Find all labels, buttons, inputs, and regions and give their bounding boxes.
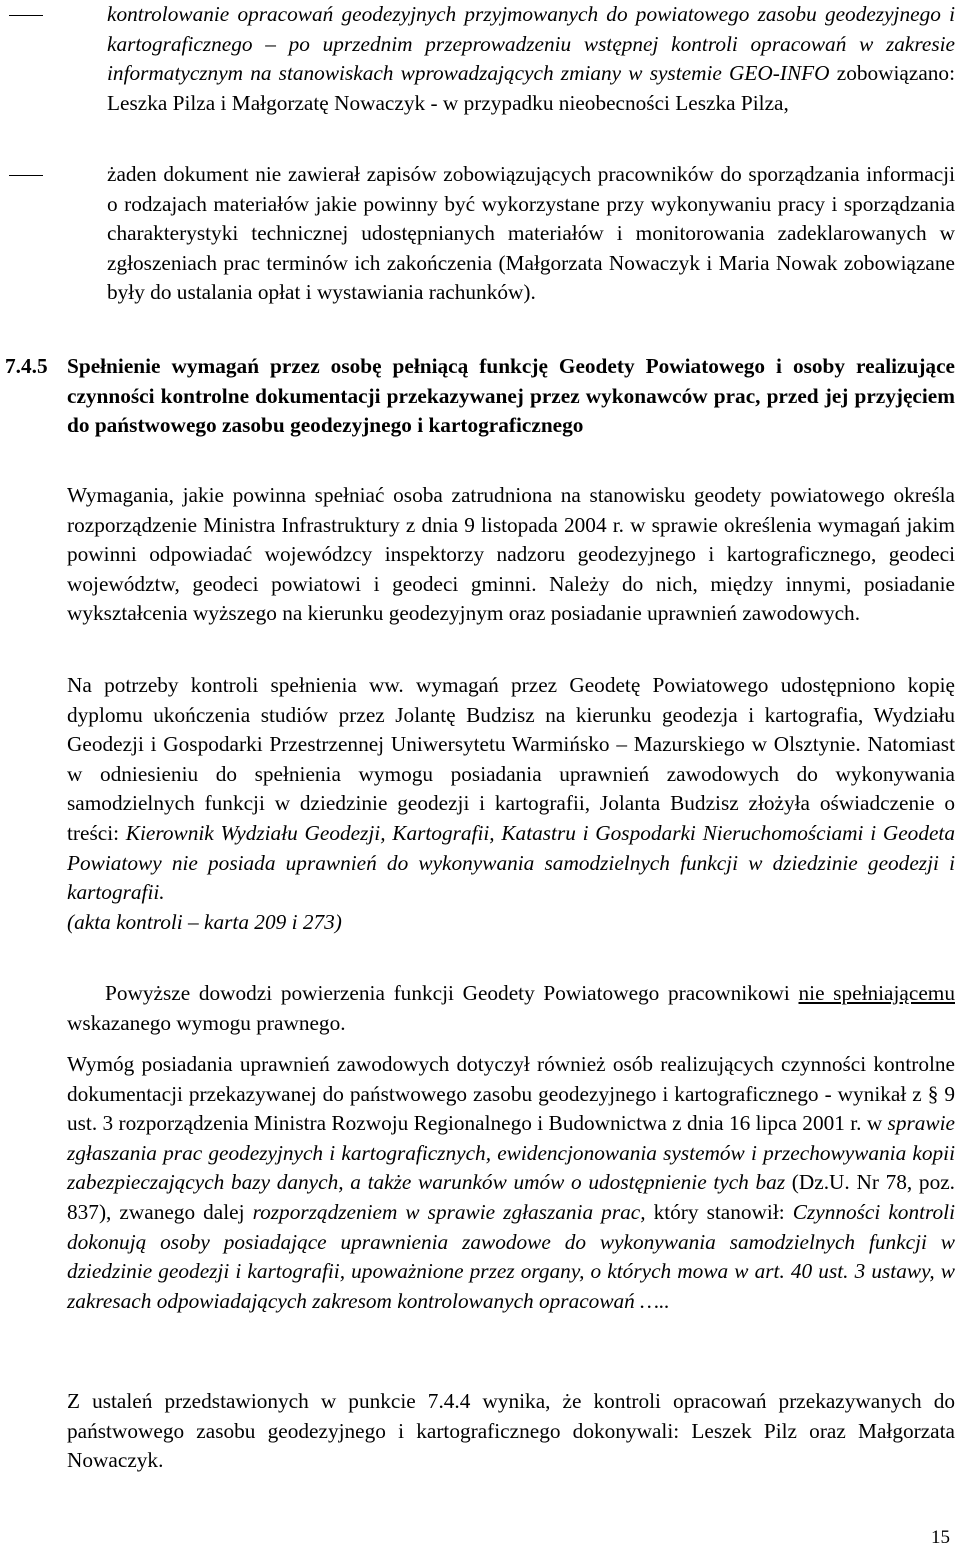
paragraph-verification-text: Na potrzeby kontroli spełnienia ww. wymagań przez Geodetę Powiatowego udostępniono kopię dyplomu ukończenia studiów przez Jolantę Budzisz na kierunku geodezja i kartografia, Wydziału Geodezji i Gospodarki Przestrzennej Uniwersytetu Warmińsko – Mazurskiego w Olsztynie. Natomiast w odniesieniu do spełnienia wymogu posiadania uprawnień zawodowych do wykonywania samodzielnych funkcji w dziedzinie geodezji i kartografii, Jolanta Budzisz złożyła oświadczenie o treści: <box>67 673 955 845</box>
conclusion-text-a: Powyższe dowodzi powierzenia funkcji Geodety Powiatowego pracownikowi <box>105 981 799 1005</box>
paragraph-regulation <box>67 1050 955 1316</box>
bullet-2-text <box>107 160 955 308</box>
conclusion-underlined: nie spełniającemu <box>798 981 955 1005</box>
section-number: 7.4.5 <box>5 354 48 378</box>
bullet-item-2 <box>67 160 955 340</box>
bullet-1-text <box>107 0 955 118</box>
conclusion-text-b: wskazanego wymogu prawnego. <box>67 1010 346 1035</box>
paragraph-requirements: Wymagania, jakie powinna spełniać osoba zatrudniona na stanowisku geodety powiatowego określa rozporządzenie Ministra Infrastruktury z dnia 9 listopada 2004 r. w sprawie określenia wymagań jakim powinni odpowiadać wojewódzcy inspektorzy nadzoru geodezyjnego i kartograficznego, geodeci województw, geodeci powiatowi i geodeci gminni. Należy do nich, między innymi, posiadanie wykształcenia wyższego na kierunku geodezyjnym oraz posiadanie uprawnień zawodowych. <box>67 483 955 626</box>
section-title: Spełnienie wymagań przez osobę pełniącą funkcję Geodety Powiatowego i osoby realizujące czynności kontrolne dokumentacji przekazywanej przez wykonawców prac, przed jej przyjęciem do państwowego zasobu geodezyjnego i kartograficznego <box>67 354 955 438</box>
file-reference: (akta kontroli – karta 209 i 273) <box>67 909 342 934</box>
regulation-text-1: Wymóg posiadania uprawnień zawodowych dotyczył również osób realizujących czynności kontrolne dokumentacji przekazywanej do państwowego zasobu geodezyjnego i kartograficznego - wynikał z § 9 ust. 3 rozporządzenia Ministra Rozwoju Regionalnego i Budownictwa z dnia 16 lipca 2001 r. w <box>67 1052 955 1136</box>
bullet-1-italic: kontrolowanie opracowań geodezyjnych przyjmowanych do powiatowego zasobu geodezyjnego i kartograficznego – po uprzednim przeprowadzeniu wstępnej kontroli opracowań w zakresie informatycznym na stanowiskach wprowadzających zmiany w systemie GEO-INFO <box>107 2 955 86</box>
regulation-short-name: rozporządzeniem w sprawie zgłaszania prac, <box>252 1199 646 1224</box>
paragraph-findings: Z ustaleń przedstawionych w punkcie 7.4.4 wynika, że kontroli opracowań przekazywanych do państwowego zasobu geodezyjnego i kartograficznego dokonywali: Leszek Pilz oraz Małgorzata Nowaczyk. <box>67 1389 955 1473</box>
dash-bullet-icon <box>9 0 45 29</box>
regulation-text-2: (Dz.U. Nr 78, poz. 837), zwanego dalej <box>67 1170 955 1224</box>
bullet-1-normal: zobowiązano: Leszka Pilza i Małgorzatę Nowaczyk - w przypadku nieobecności Leszka Pilza, <box>107 61 956 115</box>
paragraph-conclusion <box>67 979 955 1038</box>
paragraph-verification <box>67 671 955 937</box>
statement-quote: Kierownik Wydziału Geodezji, Kartografii, Katastru i Gospodarki Nieruchomościami i Geodeta Powiatowy nie posiada uprawnień do wykonywania samodzielnych funkcji w dziedzinie geodezji i kartografii. <box>67 820 955 905</box>
page-number: 15 <box>931 1527 950 1549</box>
regulation-text-3: który stanowił: <box>645 1199 793 1224</box>
regulation-quote: Czynności kontroli dokonują osoby posiadające uprawnienia zawodowe do wykonywania samodzielnych funkcji w dziedzinie geodezji i kartografii, upoważnione przez organy, o których mowa w art. 40 ust. 3 ustawy, w zakresach odpowiadających zakresom kontrolowanych opracowań ….. <box>67 1199 956 1313</box>
dash-bullet-icon <box>9 160 45 189</box>
bullet-2-normal: żaden dokument nie zawierał zapisów zobowiązujących pracowników do sporządzania informacji o rodzajach materiałów jakie powinny być wykorzystane przy wykonywaniu pracy i sporządzania charakterystyki technicznej udostępnianych materiałów i monitorowania zadeklarowanych w zgłoszeniach prac terminów ich zakończenia (Małgorzata Nowaczyk i Maria Nowak zobowiązane były do ustalania opłat i wystawiania rachunków). <box>107 162 955 305</box>
regulation-title: sprawie zgłaszania prac geodezyjnych i kartograficznych, ewidencjonowania systemów i przechowywania kopii zabezpieczających bazy danych, a także warunków umów o udostępnienie tych baz <box>67 1111 955 1195</box>
bullet-item-1 <box>67 0 955 150</box>
